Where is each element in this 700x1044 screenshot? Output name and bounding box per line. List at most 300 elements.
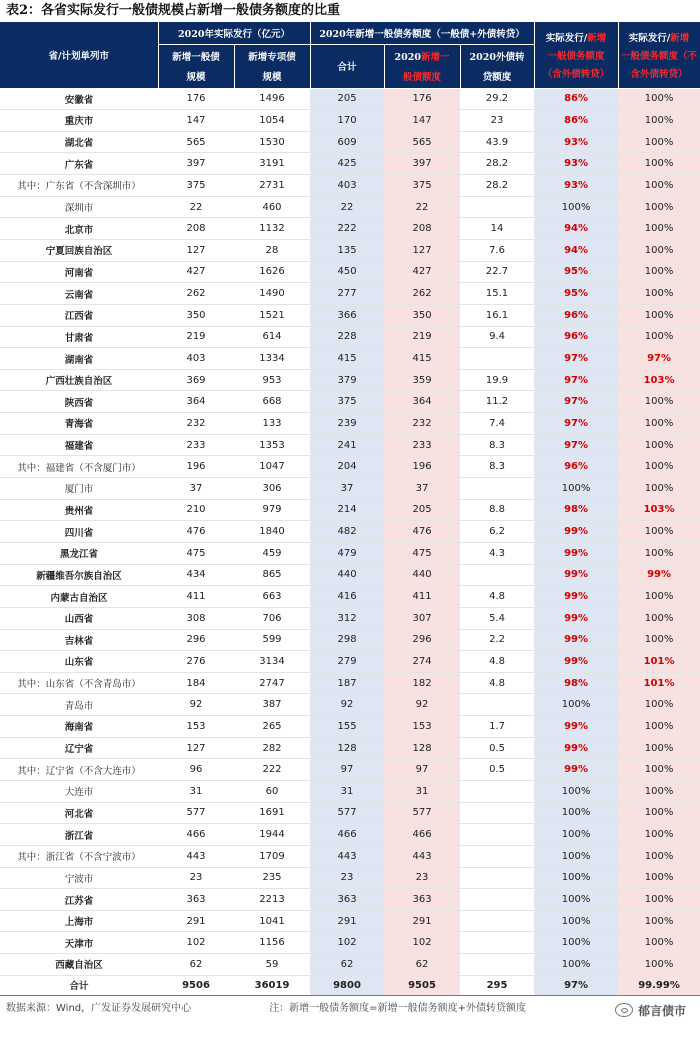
value-cell-c6: 100% xyxy=(534,910,618,932)
value-cell-c1: 127 xyxy=(158,239,234,261)
value-cell-c5 xyxy=(460,694,534,716)
region-name-cell: 湖南省 xyxy=(0,348,158,370)
value-cell-c5: 4.8 xyxy=(460,651,534,673)
value-cell-c3: 155 xyxy=(310,716,384,738)
value-cell-c4: 475 xyxy=(384,542,460,564)
table-row xyxy=(0,781,700,803)
publisher-logo xyxy=(615,999,686,1021)
value-cell-c2: 2731 xyxy=(234,175,310,197)
value-cell-c7: 100% xyxy=(618,434,700,456)
value-cell-c3: 128 xyxy=(310,737,384,759)
value-cell-c6: 99% xyxy=(534,607,618,629)
value-cell-c7: 101% xyxy=(618,651,700,673)
value-cell-c3: 379 xyxy=(310,369,384,391)
table-row xyxy=(0,413,700,435)
value-cell-c5: 6.2 xyxy=(460,521,534,543)
value-cell-c5 xyxy=(460,348,534,370)
value-cell-c6: 96% xyxy=(534,304,618,326)
region-name-cell: 宁夏回族自治区 xyxy=(0,239,158,261)
value-cell-c6: 96% xyxy=(534,456,618,478)
value-cell-c6: 99% xyxy=(534,737,618,759)
value-cell-c1: 262 xyxy=(158,283,234,305)
value-cell-c2: 1496 xyxy=(234,88,310,110)
value-cell-c5: 16.1 xyxy=(460,304,534,326)
value-cell-c5: 4.3 xyxy=(460,542,534,564)
region-name-cell: 宁波市 xyxy=(0,867,158,889)
value-cell-c5 xyxy=(460,802,534,824)
value-cell-c4: 128 xyxy=(384,737,460,759)
value-cell-c1: 434 xyxy=(158,564,234,586)
value-cell-c1: 102 xyxy=(158,932,234,954)
value-cell-c3: 479 xyxy=(310,542,384,564)
region-name-cell: 四川省 xyxy=(0,521,158,543)
region-name-cell: 厦门市 xyxy=(0,478,158,500)
value-cell-c4: 147 xyxy=(384,110,460,132)
region-name-cell: 其中：广东省（不含深圳市） xyxy=(0,175,158,197)
region-name-cell: 上海市 xyxy=(0,910,158,932)
header-new-special: 新增专项债 规模 xyxy=(234,44,310,88)
table-row xyxy=(0,954,700,976)
value-cell-c3: 403 xyxy=(310,175,384,197)
value-cell-c1: 276 xyxy=(158,651,234,673)
table-row xyxy=(0,348,700,370)
value-cell-c2: 668 xyxy=(234,391,310,413)
header-quota-foreign: 2020外债转 贷额度 xyxy=(460,44,534,88)
value-cell-c6: 99% xyxy=(534,542,618,564)
value-cell-c4: 291 xyxy=(384,910,460,932)
table-row xyxy=(0,110,700,132)
value-cell-c3: 135 xyxy=(310,239,384,261)
value-cell-c3: 466 xyxy=(310,824,384,846)
value-cell-c4: 577 xyxy=(384,802,460,824)
value-cell-c2: 1041 xyxy=(234,910,310,932)
value-cell-c6: 99% xyxy=(534,586,618,608)
table-row xyxy=(0,802,700,824)
value-cell-c4: 415 xyxy=(384,348,460,370)
value-cell-c7: 100% xyxy=(618,413,700,435)
value-cell-c7: 100% xyxy=(618,218,700,240)
value-cell-c5: 22.7 xyxy=(460,261,534,283)
value-cell-c1: 210 xyxy=(158,499,234,521)
value-cell-c3: 279 xyxy=(310,651,384,673)
value-cell-c5: 7.6 xyxy=(460,239,534,261)
value-cell-c4: 31 xyxy=(384,781,460,803)
formula-note: 注：新增一般债务额度=新增一般债务额度+外债转贷额度 xyxy=(269,1003,526,1014)
value-cell-c1: 308 xyxy=(158,607,234,629)
value-cell-c7: 100% xyxy=(618,153,700,175)
value-cell-c1: 475 xyxy=(158,542,234,564)
table-row xyxy=(0,391,700,413)
publisher-name: 郁言债市 xyxy=(637,1003,686,1018)
table-row xyxy=(0,131,700,153)
region-name-cell: 广东省 xyxy=(0,153,158,175)
value-cell-c7: 100% xyxy=(618,131,700,153)
value-cell-c3: 23 xyxy=(310,867,384,889)
value-cell-c4: 92 xyxy=(384,694,460,716)
table-row xyxy=(0,629,700,651)
total-value-c4: 9505 xyxy=(384,975,460,995)
value-cell-c4: 232 xyxy=(384,413,460,435)
region-name-cell: 重庆市 xyxy=(0,110,158,132)
value-cell-c7: 100% xyxy=(618,954,700,976)
header-ratio-incl: 实际发行/新增 一般债务额度 （含外债转贷） xyxy=(534,22,618,88)
table-row xyxy=(0,261,700,283)
value-cell-c5: 11.2 xyxy=(460,391,534,413)
value-cell-c7: 100% xyxy=(618,478,700,500)
value-cell-c4: 296 xyxy=(384,629,460,651)
value-cell-c1: 291 xyxy=(158,910,234,932)
value-cell-c3: 97 xyxy=(310,759,384,781)
value-cell-c7: 97% xyxy=(618,348,700,370)
value-cell-c5: 7.4 xyxy=(460,413,534,435)
header-ratio-excl: 实际发行/新增 一般债务额度（不 含外债转贷） xyxy=(618,22,700,88)
value-cell-c3: 298 xyxy=(310,629,384,651)
value-cell-c5: 2.2 xyxy=(460,629,534,651)
value-cell-c5 xyxy=(460,781,534,803)
value-cell-c2: 1691 xyxy=(234,802,310,824)
value-cell-c3: 443 xyxy=(310,845,384,867)
value-cell-c6: 94% xyxy=(534,239,618,261)
value-cell-c1: 176 xyxy=(158,88,234,110)
region-name-cell: 西藏自治区 xyxy=(0,954,158,976)
value-cell-c4: 397 xyxy=(384,153,460,175)
table-row xyxy=(0,824,700,846)
value-cell-c5: 14 xyxy=(460,218,534,240)
region-name-cell: 新疆维吾尔族自治区 xyxy=(0,564,158,586)
value-cell-c1: 397 xyxy=(158,153,234,175)
value-cell-c2: 28 xyxy=(234,239,310,261)
value-cell-c7: 101% xyxy=(618,672,700,694)
value-cell-c4: 127 xyxy=(384,239,460,261)
total-value-c1: 9506 xyxy=(158,975,234,995)
table-row xyxy=(0,434,700,456)
value-cell-c6: 97% xyxy=(534,413,618,435)
header-group-quota: 2020年新增一般债务额度（一般债+外债转贷） xyxy=(310,22,534,44)
value-cell-c6: 93% xyxy=(534,175,618,197)
table-row xyxy=(0,889,700,911)
value-cell-c6: 99% xyxy=(534,759,618,781)
value-cell-c4: 364 xyxy=(384,391,460,413)
table-row xyxy=(0,651,700,673)
table-row xyxy=(0,910,700,932)
table-row xyxy=(0,737,700,759)
value-cell-c1: 147 xyxy=(158,110,234,132)
value-cell-c5: 9.4 xyxy=(460,326,534,348)
value-cell-c2: 953 xyxy=(234,369,310,391)
value-cell-c1: 233 xyxy=(158,434,234,456)
value-cell-c1: 565 xyxy=(158,131,234,153)
region-name-cell: 湖北省 xyxy=(0,131,158,153)
header-new-general: 新增一般债 规模 xyxy=(158,44,234,88)
value-cell-c2: 865 xyxy=(234,564,310,586)
value-cell-c2: 614 xyxy=(234,326,310,348)
header-group-actual: 2020年实际发行（亿元） xyxy=(158,22,310,44)
value-cell-c1: 427 xyxy=(158,261,234,283)
value-cell-c2: 459 xyxy=(234,542,310,564)
table-row xyxy=(0,542,700,564)
value-cell-c4: 196 xyxy=(384,456,460,478)
value-cell-c1: 96 xyxy=(158,759,234,781)
value-cell-c2: 3134 xyxy=(234,651,310,673)
value-cell-c3: 204 xyxy=(310,456,384,478)
value-cell-c6: 98% xyxy=(534,499,618,521)
value-cell-c1: 219 xyxy=(158,326,234,348)
value-cell-c6: 100% xyxy=(534,845,618,867)
value-cell-c3: 363 xyxy=(310,889,384,911)
region-name-cell: 江西省 xyxy=(0,304,158,326)
table-row xyxy=(0,521,700,543)
value-cell-c6: 86% xyxy=(534,88,618,110)
value-cell-c2: 60 xyxy=(234,781,310,803)
total-value-c3: 9800 xyxy=(310,975,384,995)
value-cell-c5: 19.9 xyxy=(460,369,534,391)
value-cell-c7: 103% xyxy=(618,499,700,521)
region-name-cell: 安徽省 xyxy=(0,88,158,110)
value-cell-c7: 100% xyxy=(618,88,700,110)
value-cell-c7: 100% xyxy=(618,175,700,197)
value-cell-c2: 706 xyxy=(234,607,310,629)
value-cell-c3: 37 xyxy=(310,478,384,500)
value-cell-c3: 440 xyxy=(310,564,384,586)
value-cell-c2: 59 xyxy=(234,954,310,976)
footer xyxy=(0,994,700,1024)
value-cell-c4: 307 xyxy=(384,607,460,629)
value-cell-c2: 1156 xyxy=(234,932,310,954)
value-cell-c3: 291 xyxy=(310,910,384,932)
value-cell-c7: 100% xyxy=(618,521,700,543)
value-cell-c4: 411 xyxy=(384,586,460,608)
value-cell-c1: 22 xyxy=(158,196,234,218)
region-name-cell: 山西省 xyxy=(0,607,158,629)
region-name-cell: 青岛市 xyxy=(0,694,158,716)
value-cell-c7: 100% xyxy=(618,845,700,867)
region-name-cell: 甘肃省 xyxy=(0,326,158,348)
table-row xyxy=(0,716,700,738)
value-cell-c7: 100% xyxy=(618,781,700,803)
value-cell-c6: 99% xyxy=(534,651,618,673)
value-cell-c4: 22 xyxy=(384,196,460,218)
table-row xyxy=(0,564,700,586)
region-name-cell: 云南省 xyxy=(0,283,158,305)
value-cell-c7: 100% xyxy=(618,737,700,759)
value-cell-c4: 476 xyxy=(384,521,460,543)
value-cell-c3: 425 xyxy=(310,153,384,175)
value-cell-c3: 205 xyxy=(310,88,384,110)
value-cell-c6: 93% xyxy=(534,153,618,175)
value-cell-c1: 37 xyxy=(158,478,234,500)
value-cell-c1: 466 xyxy=(158,824,234,846)
value-cell-c6: 95% xyxy=(534,283,618,305)
region-name-cell: 福建省 xyxy=(0,434,158,456)
value-cell-c5 xyxy=(460,845,534,867)
value-cell-c1: 403 xyxy=(158,348,234,370)
total-value-c6: 97% xyxy=(534,975,618,995)
value-cell-c6: 100% xyxy=(534,781,618,803)
value-cell-c4: 363 xyxy=(384,889,460,911)
value-cell-c1: 411 xyxy=(158,586,234,608)
value-cell-c2: 1626 xyxy=(234,261,310,283)
value-cell-c4: 205 xyxy=(384,499,460,521)
region-name-cell: 青海省 xyxy=(0,413,158,435)
value-cell-c1: 232 xyxy=(158,413,234,435)
value-cell-c7: 100% xyxy=(618,586,700,608)
value-cell-c4: 359 xyxy=(384,369,460,391)
value-cell-c5 xyxy=(460,824,534,846)
value-cell-c7: 100% xyxy=(618,716,700,738)
value-cell-c1: 196 xyxy=(158,456,234,478)
value-cell-c1: 375 xyxy=(158,175,234,197)
table-row xyxy=(0,586,700,608)
value-cell-c1: 350 xyxy=(158,304,234,326)
total-value-c7: 99.99% xyxy=(618,975,700,995)
value-cell-c7: 100% xyxy=(618,824,700,846)
value-cell-c2: 387 xyxy=(234,694,310,716)
value-cell-c3: 222 xyxy=(310,218,384,240)
table-row xyxy=(0,88,700,110)
value-cell-c4: 182 xyxy=(384,672,460,694)
region-name-cell: 陕西省 xyxy=(0,391,158,413)
value-cell-c6: 86% xyxy=(534,110,618,132)
value-cell-c5: 15.1 xyxy=(460,283,534,305)
value-cell-c6: 97% xyxy=(534,434,618,456)
table-row xyxy=(0,304,700,326)
value-cell-c4: 208 xyxy=(384,218,460,240)
region-name-cell: 辽宁省 xyxy=(0,737,158,759)
value-cell-c6: 100% xyxy=(534,932,618,954)
value-cell-c7: 100% xyxy=(618,326,700,348)
value-cell-c4: 443 xyxy=(384,845,460,867)
wechat-icon xyxy=(615,1003,633,1017)
value-cell-c6: 95% xyxy=(534,261,618,283)
value-cell-c4: 153 xyxy=(384,716,460,738)
value-cell-c7: 100% xyxy=(618,759,700,781)
region-name-cell: 广西壮族自治区 xyxy=(0,369,158,391)
value-cell-c4: 102 xyxy=(384,932,460,954)
value-cell-c4: 466 xyxy=(384,824,460,846)
value-cell-c2: 306 xyxy=(234,478,310,500)
value-cell-c7: 100% xyxy=(618,629,700,651)
table-row xyxy=(0,499,700,521)
table-row xyxy=(0,153,700,175)
value-cell-c4: 274 xyxy=(384,651,460,673)
value-cell-c1: 184 xyxy=(158,672,234,694)
value-cell-c2: 1054 xyxy=(234,110,310,132)
value-cell-c2: 1944 xyxy=(234,824,310,846)
table-row xyxy=(0,932,700,954)
value-cell-c4: 23 xyxy=(384,867,460,889)
value-cell-c3: 228 xyxy=(310,326,384,348)
data-table xyxy=(0,22,700,996)
value-cell-c7: 100% xyxy=(618,889,700,911)
value-cell-c3: 31 xyxy=(310,781,384,803)
header-region: 省/计划单列市 xyxy=(0,22,158,88)
value-cell-c2: 2747 xyxy=(234,672,310,694)
table-row xyxy=(0,478,700,500)
table-row xyxy=(0,239,700,261)
value-cell-c3: 92 xyxy=(310,694,384,716)
value-cell-c1: 363 xyxy=(158,889,234,911)
table-row xyxy=(0,218,700,240)
table-title: 表2：各省实际发行一般债规模占新增一般债务额度的比重 xyxy=(6,3,341,18)
total-value-c5: 295 xyxy=(460,975,534,995)
table-row xyxy=(0,326,700,348)
value-cell-c1: 443 xyxy=(158,845,234,867)
value-cell-c4: 262 xyxy=(384,283,460,305)
value-cell-c3: 415 xyxy=(310,348,384,370)
region-name-cell: 其中：福建省（不含厦门市） xyxy=(0,456,158,478)
value-cell-c3: 482 xyxy=(310,521,384,543)
table-row xyxy=(0,672,700,694)
value-cell-c3: 577 xyxy=(310,802,384,824)
region-name-cell: 江苏省 xyxy=(0,889,158,911)
value-cell-c1: 369 xyxy=(158,369,234,391)
region-name-cell: 山东省 xyxy=(0,651,158,673)
value-cell-c3: 450 xyxy=(310,261,384,283)
value-cell-c1: 577 xyxy=(158,802,234,824)
value-cell-c6: 97% xyxy=(534,369,618,391)
region-name-cell: 北京市 xyxy=(0,218,158,240)
region-name-cell: 河南省 xyxy=(0,261,158,283)
total-row xyxy=(0,975,700,995)
value-cell-c5: 0.5 xyxy=(460,759,534,781)
value-cell-c5 xyxy=(460,564,534,586)
region-name-cell: 河北省 xyxy=(0,802,158,824)
value-cell-c5 xyxy=(460,889,534,911)
value-cell-c2: 1334 xyxy=(234,348,310,370)
value-cell-c4: 62 xyxy=(384,954,460,976)
value-cell-c6: 100% xyxy=(534,889,618,911)
header-quota-general: 2020新增一 般债额度 xyxy=(384,44,460,88)
value-cell-c3: 239 xyxy=(310,413,384,435)
value-cell-c5: 8.8 xyxy=(460,499,534,521)
value-cell-c4: 350 xyxy=(384,304,460,326)
value-cell-c2: 3191 xyxy=(234,153,310,175)
value-cell-c7: 100% xyxy=(618,802,700,824)
value-cell-c5 xyxy=(460,867,534,889)
value-cell-c5: 4.8 xyxy=(460,672,534,694)
value-cell-c7: 100% xyxy=(618,867,700,889)
value-cell-c2: 460 xyxy=(234,196,310,218)
table-row xyxy=(0,456,700,478)
value-cell-c2: 133 xyxy=(234,413,310,435)
value-cell-c6: 97% xyxy=(534,391,618,413)
value-cell-c6: 96% xyxy=(534,326,618,348)
value-cell-c2: 265 xyxy=(234,716,310,738)
value-cell-c6: 97% xyxy=(534,348,618,370)
value-cell-c5: 23 xyxy=(460,110,534,132)
value-cell-c3: 62 xyxy=(310,954,384,976)
value-cell-c7: 100% xyxy=(618,239,700,261)
value-cell-c1: 23 xyxy=(158,867,234,889)
table-row xyxy=(0,694,700,716)
value-cell-c2: 1132 xyxy=(234,218,310,240)
region-name-cell: 大连市 xyxy=(0,781,158,803)
total-value-c2: 36019 xyxy=(234,975,310,995)
value-cell-c5: 1.7 xyxy=(460,716,534,738)
value-cell-c1: 296 xyxy=(158,629,234,651)
value-cell-c1: 476 xyxy=(158,521,234,543)
table-row xyxy=(0,607,700,629)
value-cell-c7: 100% xyxy=(618,694,700,716)
value-cell-c7: 100% xyxy=(618,932,700,954)
region-name-cell: 其中：辽宁省（不含大连市） xyxy=(0,759,158,781)
value-cell-c4: 440 xyxy=(384,564,460,586)
value-cell-c2: 1047 xyxy=(234,456,310,478)
source-note: 数据来源：Wind，广发证券发展研究中心 xyxy=(6,1003,192,1014)
value-cell-c2: 1840 xyxy=(234,521,310,543)
region-name-cell: 贵州省 xyxy=(0,499,158,521)
value-cell-c7: 100% xyxy=(618,391,700,413)
